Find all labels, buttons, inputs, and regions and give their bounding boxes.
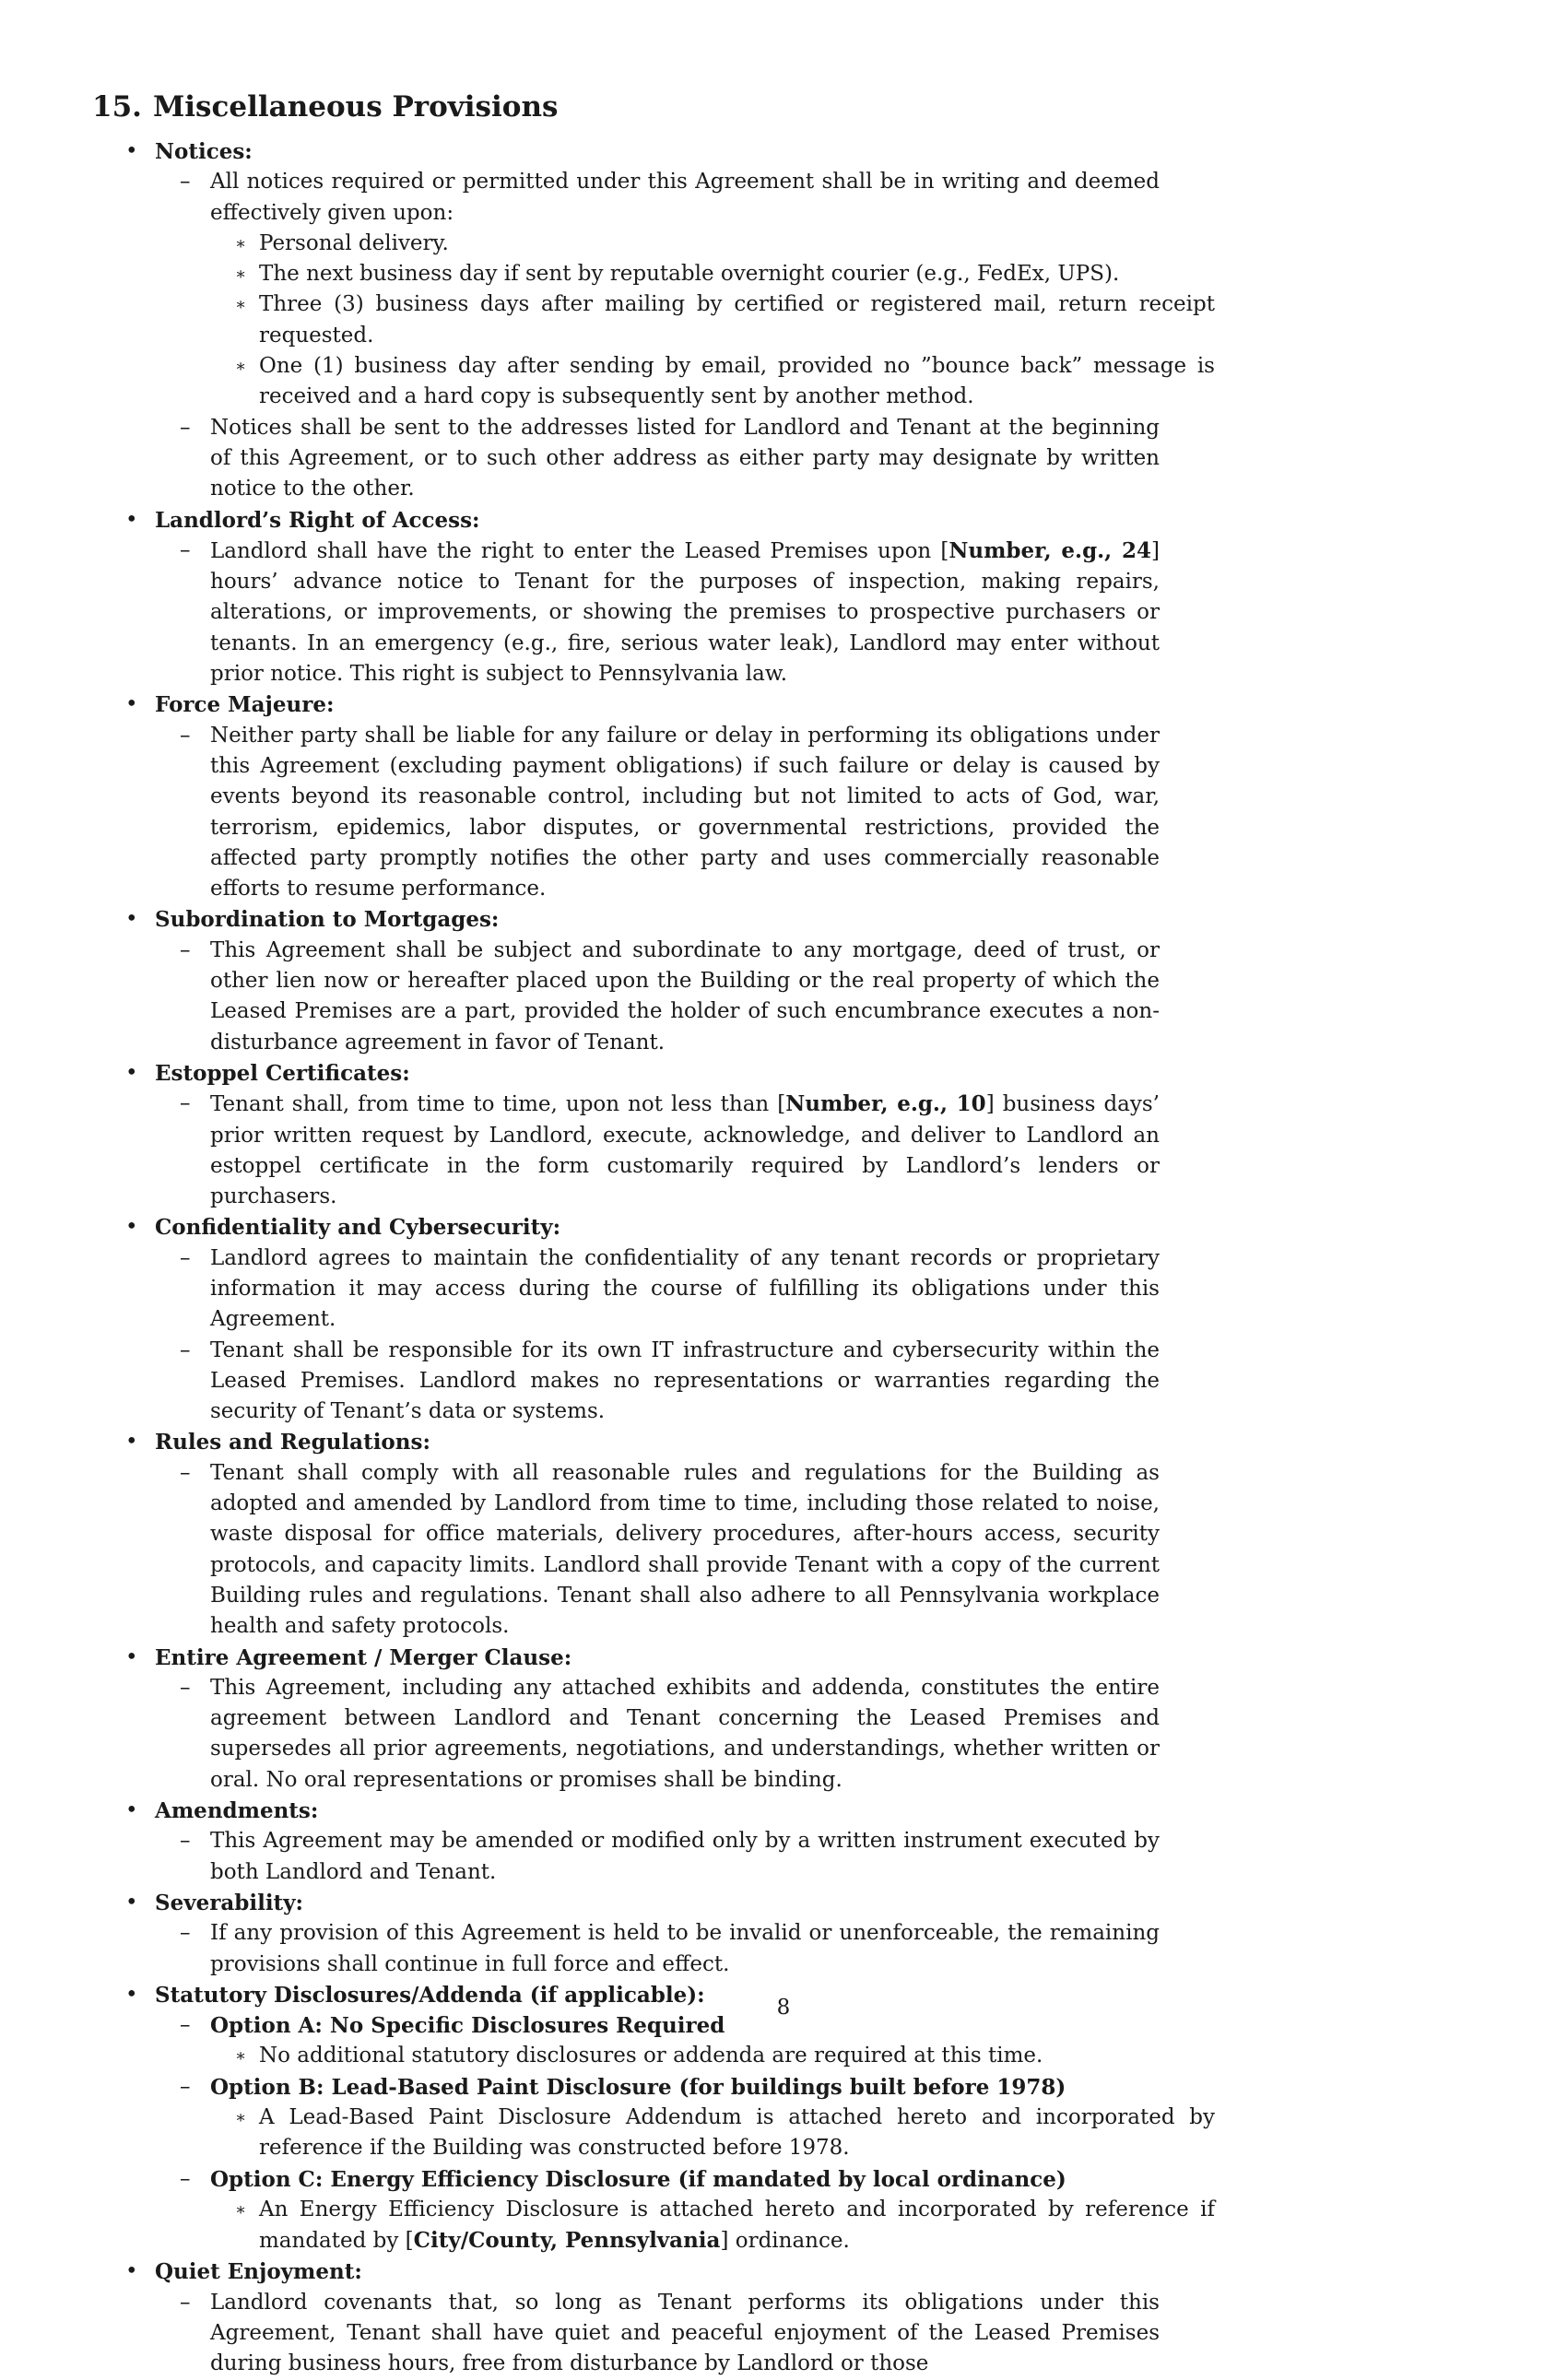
provision-item (92, 689, 1475, 904)
sub-clause (210, 289, 1475, 351)
star-marker: ∗ (235, 2108, 247, 2127)
clause-text (210, 1336, 1160, 1428)
clause-text (210, 1243, 1160, 1336)
section-title (92, 88, 1475, 125)
provision-heading: Severability: (155, 1890, 304, 1915)
document-page (92, 88, 1475, 2380)
bullet-marker: • (125, 1644, 138, 1669)
provision-heading: Rules and Regulations: (155, 1430, 430, 1455)
dash-marker: – (180, 1245, 191, 1270)
clause-text (210, 536, 1160, 689)
dash-marker: – (180, 1337, 191, 1362)
provision-heading: Notices: (155, 139, 253, 164)
sub-clause-text (259, 2103, 1215, 2164)
sub-clause (210, 2103, 1475, 2164)
provision-item (92, 505, 1475, 690)
bullet-marker: • (125, 139, 138, 163)
sub-clause (210, 259, 1475, 289)
clause-text (210, 167, 1160, 229)
provision-clause (155, 936, 1475, 1058)
provision-clause (155, 536, 1475, 689)
clause-text-pre: Tenant shall, from time to time, upon not less than [ (210, 1092, 786, 1117)
provision-clause (155, 1673, 1475, 1796)
clause-text-span: Neither party shall be liable for any failure or delay in performing its obligations under this Agreement (excluding payment obligations) if such failure or delay is caused by events beyond its reasonable control, including but not limited to acts of God, war, terrorism, epidemics, labor disputes, or governmental restrictions, provided the affected party promptly notifies the other party and uses commercially reasonable efforts to resume performance. (210, 723, 1160, 901)
sub-clause (210, 2041, 1475, 2071)
bullet-marker: • (125, 507, 138, 532)
provision-clause (155, 2010, 1475, 2072)
sub-clause-span: The next business day if sent by reputable overnight courier (e.g., FedEx, UPS). (259, 262, 1120, 287)
option-heading: Option B: Lead-Based Paint Disclosure (for buildings built before 1978) (210, 2074, 1066, 2100)
bullet-marker: • (125, 1215, 138, 1240)
bullet-marker: • (125, 1430, 138, 1455)
clause-text (210, 1918, 1160, 1980)
clause-text-post: ] business days’ prior written request by Landlord, execute, acknowledge, and deliver to Landlord an estoppel certificate in the form customarily required by Landlord’s lenders or purchasers. (210, 1092, 1160, 1209)
provision-list (92, 136, 1475, 2380)
clause-text-span: Notices shall be sent to the addresses listed for Landlord and Tenant at the beginning of this Agreement, or to such other address as either party may designate by written notice to the other. (210, 415, 1160, 501)
bullet-marker: • (125, 1060, 138, 1085)
provision-item (92, 2256, 1475, 2379)
dash-marker: – (180, 1675, 191, 1700)
clause-text-span: Tenant shall comply with all reasonable rules and regulations for the Building as adopted and amended by Landlord from time to time, including those related to noise, waste disposal for office materials, delivery procedures, after-hours access, security protocols, and capacity limits. Landlord shall provide Tenant with a copy of the current Building rules and regulations. Tenant shall also adhere to all Pennsylvania workplace health and safety protocols. (210, 1460, 1160, 1639)
provision-clause (155, 721, 1475, 905)
clause-text (210, 1089, 1160, 1212)
provision-item (92, 1980, 1475, 2257)
provision-clause (155, 2164, 1475, 2257)
clause-text (210, 1826, 1160, 1888)
bullet-marker: • (125, 1798, 138, 1823)
star-marker: ∗ (235, 2046, 247, 2067)
provision-item (92, 904, 1475, 1057)
provision-heading: Force Majeure: (155, 692, 335, 718)
placeholder-field: City/County, Pennsylvania (413, 2228, 721, 2254)
sub-clause-span: A Lead-Based Paint Disclosure Addendum is attached hereto and incorporated by reference if the Building was constructed before 1978. (259, 2105, 1215, 2161)
clause-text (210, 2288, 1160, 2380)
sub-clause (210, 2195, 1475, 2257)
provision-clause (155, 2288, 1475, 2380)
placeholder-field: Number, e.g., 10 (785, 1091, 986, 1117)
clause-text-span: This Agreement, including any attached exhibits and addenda, constitutes the entire agreement between Landlord and Tenant concerning the Leased Premises and supersedes all prior agreements, negotiations, and understandings, whether written or oral. No oral representations or promises shall be binding. (210, 1675, 1160, 1792)
dash-marker: – (180, 2166, 191, 2191)
provision-item (92, 136, 1475, 505)
clause-text-span: All notices required or permitted under this Agreement shall be in writing and deemed effectively given upon: (210, 170, 1160, 225)
provision-clause (155, 1918, 1475, 1980)
provision-heading: Statutory Disclosures/Addenda (if applicable): (155, 1982, 705, 2008)
clause-text-pre: Landlord shall have the right to enter the Leased Premises upon [ (210, 538, 949, 563)
provision-clause (155, 167, 1475, 412)
bullet-marker: • (125, 2259, 138, 2284)
provision-item (92, 1888, 1475, 1980)
sub-clause-span: One (1) business day after sending by email, provided no ”bounce back” message is received and a hard copy is subsequently sent by another method. (259, 354, 1215, 409)
provision-item (92, 1212, 1475, 1427)
clause-text-span: Landlord covenants that, so long as Tenant performs its obligations under this Agreement, Tenant shall have quiet and peaceful enjoyment of the Leased Premises during business hours, free from disturbance by Landlord or those (210, 2290, 1160, 2376)
dash-marker: – (180, 937, 191, 962)
sub-clause-post: ] ordinance. (720, 2229, 850, 2254)
sub-clause-text (259, 351, 1215, 413)
bullet-marker: • (125, 907, 138, 932)
sub-clause-text (259, 259, 1215, 289)
star-marker: ∗ (235, 265, 247, 285)
clause-text-span: Tenant shall be responsible for its own IT infrastructure and cybersecurity within the Leased Premises. Landlord makes no representations or warranties regarding the security of Tenant’s data or systems. (210, 1337, 1160, 1424)
clause-text-span: If any provision of this Agreement is held to be invalid or unenforceable, the remaining provisions shall continue in full force and effect. (210, 1921, 1160, 1976)
dash-marker: – (180, 723, 191, 748)
star-marker: ∗ (235, 2199, 247, 2220)
sub-clause-text (259, 2195, 1215, 2257)
clause-text-span: Landlord agrees to maintain the confidentiality of any tenant records or proprietary information it may access during the course of fulfilling its obligations under this Agreement. (210, 1245, 1160, 1332)
option-heading: Option C: Energy Efficiency Disclosure (if mandated by local ordinance) (210, 2166, 1066, 2192)
clause-text (210, 413, 1160, 505)
sub-clause (210, 351, 1475, 413)
bullet-marker: • (125, 1890, 138, 1915)
clause-text (210, 1458, 1160, 1643)
sub-clause-span: Personal delivery. (259, 230, 449, 255)
provision-clause (155, 1089, 1475, 1212)
provision-clause (155, 1826, 1475, 1888)
clause-text (210, 2164, 1160, 2195)
provision-clause (155, 2072, 1475, 2164)
provision-clause (155, 1336, 1475, 1428)
sub-clause-pre: An Energy Efficiency Disclosure is attached hereto and incorporated by reference if mandated by [ (259, 2197, 1215, 2254)
clause-text (210, 1673, 1160, 1796)
section-number: 15. (92, 90, 142, 124)
sub-clause-text (259, 289, 1215, 351)
clause-text (210, 721, 1160, 905)
star-marker: ∗ (235, 295, 247, 315)
bullet-marker: • (125, 1982, 138, 2007)
sub-clause-span: Three (3) business days after mailing by certified or registered mail, return receipt requested. (259, 292, 1215, 348)
provision-heading: Entire Agreement / Merger Clause: (155, 1644, 572, 1670)
star-marker: ∗ (235, 357, 247, 377)
bullet-marker: • (125, 692, 138, 717)
dash-marker: – (180, 2013, 191, 2038)
dash-marker: – (180, 2290, 191, 2315)
clause-text-post: ] hours’ advance notice to Tenant for the purposes of inspection, making repairs, alterations, or improvements, or showing the premises to prospective purchasers or tenants. In an emergency (e.g., fire, serious water leak), Landlord may enter without prior notice. This right is subject to Pennsylvania law. (210, 538, 1160, 687)
clause-text-span: This Agreement may be amended or modified only by a written instrument executed by both Landlord and Tenant. (210, 1829, 1160, 1884)
sub-clause-text (259, 2041, 1215, 2071)
clause-text (210, 936, 1160, 1058)
dash-marker: – (180, 1921, 191, 1946)
dash-marker: – (180, 537, 191, 562)
provision-heading: Amendments: (155, 1798, 319, 1824)
dash-marker: – (180, 2074, 191, 2099)
option-heading: Option A: No Specific Disclosures Required (210, 2013, 725, 2039)
provision-item (92, 1643, 1475, 1796)
sub-clause-text (259, 229, 1215, 259)
clause-text (210, 2072, 1160, 2103)
star-marker: ∗ (235, 233, 247, 253)
provision-clause (155, 1243, 1475, 1336)
dash-marker: – (180, 170, 191, 194)
provision-heading: Landlord’s Right of Access: (155, 507, 480, 533)
placeholder-field: Number, e.g., 24 (948, 537, 1152, 563)
provision-heading: Confidentiality and Cybersecurity: (155, 1215, 561, 1241)
provision-heading: Estoppel Certificates: (155, 1060, 410, 1086)
page-number: 8 (776, 1996, 791, 2020)
dash-marker: – (180, 1829, 191, 1854)
sub-clause (210, 229, 1475, 259)
dash-marker: – (180, 1091, 191, 1116)
provision-heading: Subordination to Mortgages: (155, 907, 500, 933)
provision-heading: Quiet Enjoyment: (155, 2259, 362, 2285)
provision-clause (155, 1458, 1475, 1643)
provision-item (92, 1058, 1475, 1212)
dash-marker: – (180, 1460, 191, 1485)
provision-item (92, 1796, 1475, 1888)
sub-clause-span: No additional statutory disclosures or addenda are required at this time. (259, 2044, 1043, 2068)
dash-marker: – (180, 415, 191, 440)
provision-item (92, 1427, 1475, 1642)
section-title-text: Miscellaneous Provisions (152, 90, 559, 124)
clause-text-span: This Agreement shall be subject and subordinate to any mortgage, deed of trust, or other lien now or hereafter placed upon the Building or the real property of which the Leased Premises are a part, provided the holder of such encumbrance executes a non-disturbance agreement in favor of Tenant. (210, 937, 1160, 1055)
provision-clause (155, 413, 1475, 505)
